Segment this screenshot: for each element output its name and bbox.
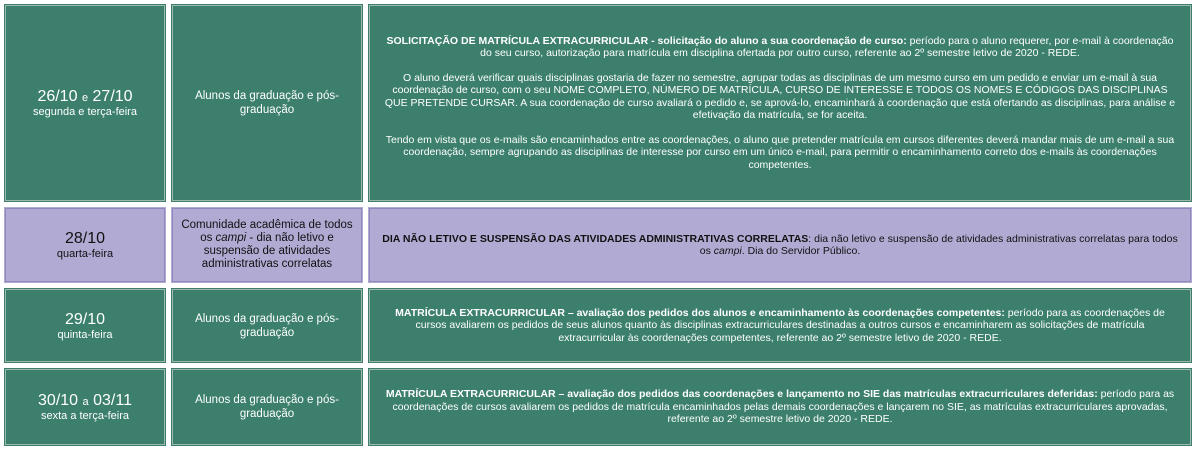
description-paragraph <box>382 35 1178 60</box>
date-cell <box>3 287 167 364</box>
date-connector: a <box>82 396 89 409</box>
date-start: 30/10 <box>38 392 79 410</box>
date-start: 26/10 <box>37 88 78 106</box>
audience-cell <box>170 367 364 447</box>
weekday-label: segunda e terça-feira <box>33 106 137 119</box>
description-text: Tendo em vista que os e-mails são encaminhados entre as coordenações, o aluno que pretender matrícula em cursos diferentes deverá mandar mais de um e-mail a sua coordenação, sempre agrupando as disciplinas de interesse por curso em um único e-mail, para permitir o encaminhamento correto dos e-mails às coordenações competentes. <box>385 133 1175 171</box>
date-connector: e <box>81 92 89 105</box>
audience-cell <box>170 287 364 364</box>
description-heading: MATRÍCULA EXTRACURRICULAR – avaliação dos pedidos das coordenações e lançamento no SIE das matrículas extracurriculares deferidas: <box>385 388 1098 401</box>
weekday-label: sexta a terça-feira <box>40 410 130 423</box>
table-row <box>3 3 1193 203</box>
date-cell <box>3 206 167 284</box>
audience-text: Alunos da graduação e pós-graduação <box>195 394 339 421</box>
table-row <box>3 367 1193 447</box>
description-cell <box>367 287 1193 364</box>
description-text-italic: campi <box>713 245 742 258</box>
description-text-pre: : dia não letivo e suspensão de atividades administrativas correlatas para todos os <box>699 232 1178 258</box>
description-text: período para as coordenações de cursos avaliarem os pedidos de matrícula encaminhados pelas demais coordenações e lançarem no SIE, as matrículas extracurriculares aprovadas, referente ao 2º semestre letivo de 2020 - REDE. <box>392 388 1175 426</box>
description-text: período para as coordenações de cursos avaliarem os pedidos de seus alunos quanto às disciplinas extracurriculares destinadas a outros cursos e encaminharem as solicitações de matrícula extracurricular às coordenações competentes, referente ao 2º semestre letivo de 2020 - REDE. <box>415 306 1165 344</box>
audience-text: Alunos da graduação e pós-graduação <box>195 312 339 339</box>
weekday-label: quinta-feira <box>57 328 113 341</box>
date-end: 27/10 <box>92 88 133 106</box>
weekday-label: quarta-feira <box>56 248 114 261</box>
description-heading: DIA NÃO LETIVO E SUSPENSÃO DAS ATIVIDADES ADMINISTRATIVAS CORRELATAS <box>382 232 809 245</box>
description-text-post: . Dia do Servidor Público. <box>741 245 861 258</box>
audience-cell <box>170 3 364 203</box>
description-text: período para o aluno requerer, por e-mail à coordenação do seu curso, autorização para matrícula em disciplina ofertada por outro curso, referente ao 2º semestre letivo de 2020 - REDE. <box>480 34 1174 60</box>
description-heading: SOLICITAÇÃO DE MATRÍCULA EXTRACURRICULAR - solicitação do aluno a sua coordenação de curso: <box>386 34 907 47</box>
audience-cell <box>170 206 364 284</box>
table-row <box>3 287 1193 364</box>
description-cell <box>367 3 1193 203</box>
audience-text: Alunos da graduação e pós-graduação <box>195 90 339 117</box>
description-paragraph <box>382 72 1178 122</box>
date-single: 28/10 <box>64 230 106 248</box>
description-text: O aluno deverá verificar quais disciplinas gostaria de fazer no semestre, agrupar todas as disciplinas de um mesmo curso em um pedido e enviar um e-mail à sua coordenação de curso, com o seu NOME COMPLETO, NÚMERO DE MATRÍCULA, CURSO DE INTERESSE E TODOS OS NOMES E CÓDIGOS DAS DISCIPLINAS QUE PRETENDE CURSAR. A sua coordenação de curso avaliará o pedido e, se aprová-lo, encaminhará à coordenação que está ofertando as disciplinas, para análise e efetivação da matrícula, se for aceita. <box>384 71 1176 122</box>
description-cell <box>367 206 1193 284</box>
audience-text-pre: Comunidade acadêmica de todos os <box>181 219 353 245</box>
description-heading: MATRÍCULA EXTRACURRICULAR – avaliação dos pedidos dos alunos e encaminhamento às coordenações competentes: <box>395 306 1005 319</box>
date-single: 29/10 <box>64 310 106 328</box>
description-cell <box>367 367 1193 447</box>
table-row <box>3 206 1193 284</box>
audience-text-italic: campi <box>215 232 247 245</box>
date-cell <box>3 3 167 203</box>
description-paragraph <box>382 134 1178 172</box>
date-cell <box>3 367 167 447</box>
date-end: 03/11 <box>93 392 132 410</box>
audience-text-post: - dia não letivo e suspensão de atividades administrativas correlatas <box>201 232 334 271</box>
